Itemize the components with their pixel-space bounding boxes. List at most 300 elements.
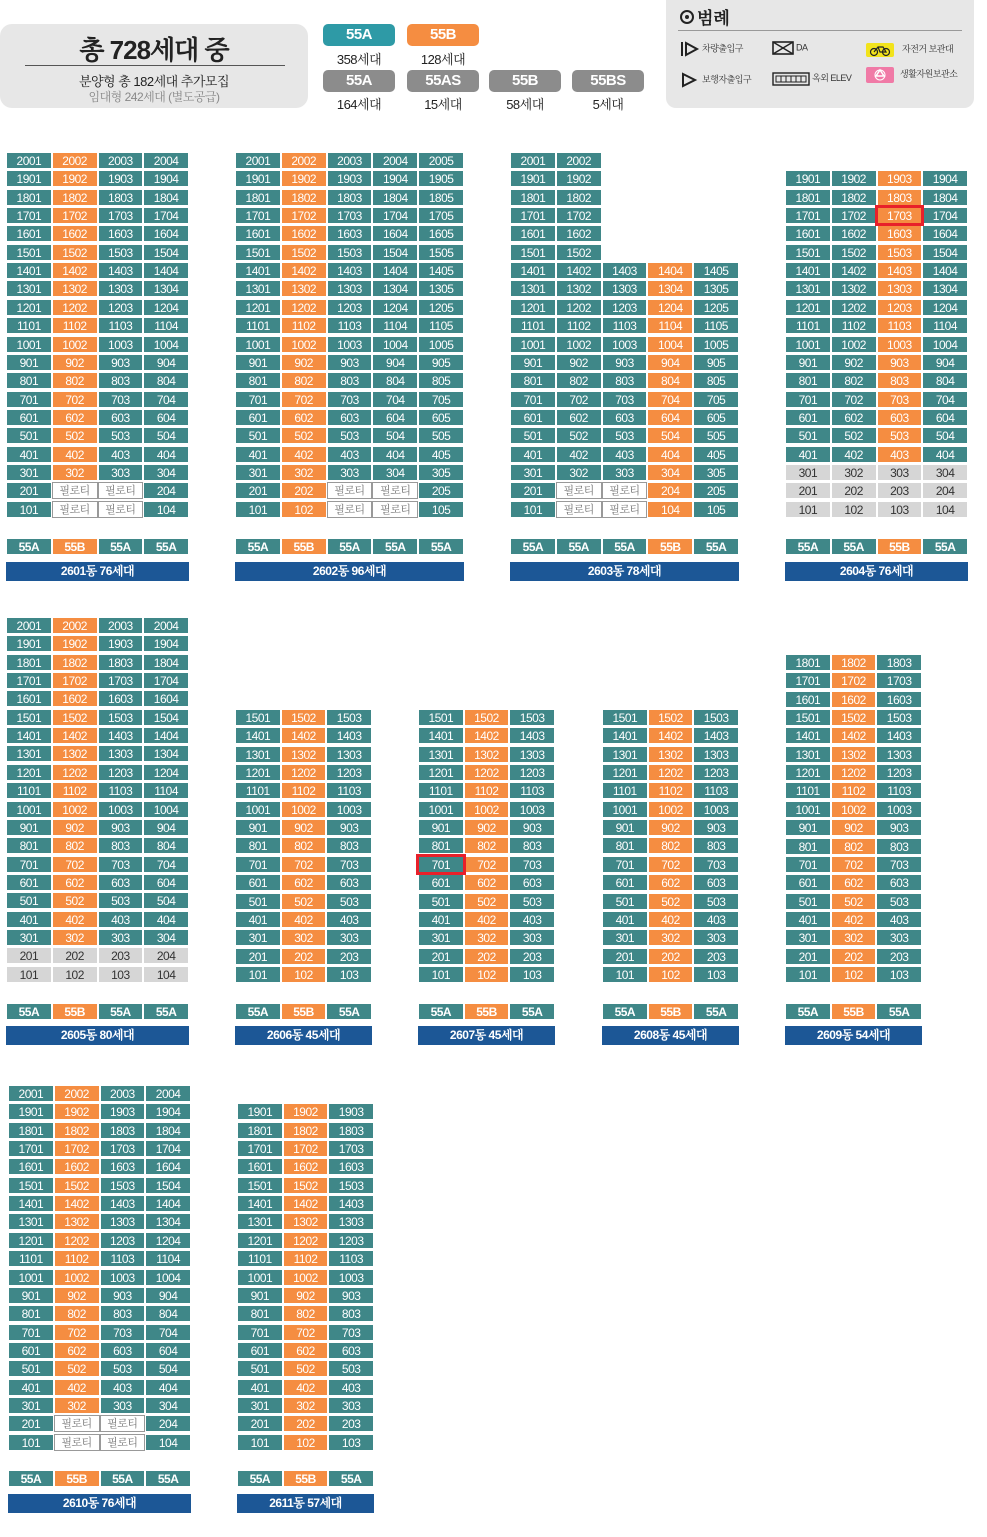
- unit-cell: 1402: [831, 727, 877, 744]
- rental-unit-cell: 104: [143, 966, 189, 983]
- unit-cell: 901: [418, 819, 464, 836]
- rental-unit-cell: 304: [922, 464, 968, 481]
- unit-cell: 502: [556, 427, 602, 444]
- unit-cell: 701: [235, 391, 281, 408]
- unit-cell: 1301: [8, 1213, 54, 1230]
- unit-cell: 1901: [237, 1103, 283, 1120]
- pilotis-cell: 필로티: [98, 501, 144, 518]
- unit-cell: 1302: [831, 746, 877, 763]
- unit-cell: 1102: [283, 1250, 329, 1267]
- unit-cell: 601: [785, 874, 831, 891]
- unit-cell: 1705: [418, 207, 464, 224]
- unit-cell: 2004: [145, 1085, 191, 1102]
- unit-cell: 102: [831, 966, 877, 983]
- unit-cell: 2005: [418, 152, 464, 169]
- unit-cell: 1804: [372, 189, 418, 206]
- unit-cell: 1802: [54, 1122, 100, 1139]
- unit-cell: 103: [326, 966, 372, 983]
- unit-cell: 1803: [877, 189, 923, 206]
- unit-cell: 1401: [237, 1195, 283, 1212]
- unit-cell: 1002: [648, 801, 694, 818]
- unit-cell: 1401: [418, 727, 464, 744]
- unit-cell: 1101: [6, 317, 52, 334]
- unit-cell: 1401: [6, 262, 52, 279]
- unit-cell: 1303: [876, 746, 922, 763]
- unit-cell: 2001: [6, 617, 52, 634]
- unit-cell: 1402: [283, 1195, 329, 1212]
- unit-type-cell: 55A: [418, 1003, 464, 1020]
- chip-55bs-rental: 55BS: [572, 70, 644, 92]
- unit-cell: 703: [693, 856, 739, 873]
- unit-cell: 303: [693, 929, 739, 946]
- unit-cell: 903: [328, 1287, 374, 1304]
- legend-item-da: [772, 41, 808, 55]
- unit-cell: 1003: [876, 801, 922, 818]
- unit-cell: 602: [648, 874, 694, 891]
- building-label: 2609동 54세대: [785, 1026, 922, 1045]
- unit-cell: 902: [464, 819, 510, 836]
- unit-cell: 1702: [831, 207, 877, 224]
- unit-cell: 1304: [647, 280, 693, 297]
- building-label: 2603동 78세대: [510, 562, 739, 581]
- unit-cell: 1102: [464, 782, 510, 799]
- unit-cell: 1802: [283, 1122, 329, 1139]
- unit-cell: 1702: [283, 1140, 329, 1157]
- unit-cell: 1303: [327, 280, 373, 297]
- unit-cell: 705: [693, 391, 739, 408]
- unit-cell: 1503: [509, 709, 555, 726]
- unit-cell: 1604: [922, 225, 968, 242]
- unit-cell: 1904: [143, 170, 189, 187]
- unit-cell: 1403: [328, 1195, 374, 1212]
- unit-cell: 702: [831, 856, 877, 873]
- unit-cell: 1704: [922, 207, 968, 224]
- unit-cell: 1504: [922, 244, 968, 261]
- unit-cell: 402: [52, 446, 98, 463]
- unit-cell: 904: [922, 354, 968, 371]
- unit-cell: 1404: [143, 262, 189, 279]
- pedestrian-entrance-icon: [680, 72, 700, 88]
- rental-unit-cell: 203: [877, 482, 923, 499]
- unit-cell: 701: [237, 1324, 283, 1341]
- unit-cell: 902: [52, 819, 98, 836]
- unit-cell: 802: [54, 1305, 100, 1322]
- unit-cell: 1403: [509, 727, 555, 744]
- unit-cell: 101: [237, 1434, 283, 1451]
- unit-type-cell: 55B: [648, 1003, 694, 1020]
- unit-cell: 403: [327, 446, 373, 463]
- rental-unit-cell: 201: [785, 482, 831, 499]
- unit-cell: 1202: [831, 299, 877, 316]
- unit-type-cell: 55A: [418, 538, 464, 555]
- unit-cell: 901: [235, 819, 281, 836]
- unit-cell: 802: [648, 837, 694, 854]
- unit-cell: 1201: [6, 299, 52, 316]
- unit-cell: 101: [510, 501, 556, 518]
- unit-cell: 1201: [8, 1232, 54, 1249]
- unit-cell: 1303: [98, 745, 144, 762]
- unit-cell: 604: [647, 409, 693, 426]
- unit-type-cell: 55B: [831, 1003, 877, 1020]
- unit-type-cell: 55A: [785, 538, 831, 555]
- unit-type-cell: 55B: [52, 538, 98, 555]
- unit-cell: 1101: [235, 317, 281, 334]
- unit-cell: 801: [418, 837, 464, 854]
- unit-cell: 803: [328, 1305, 374, 1322]
- unit-cell: 402: [281, 911, 327, 928]
- unit-cell: 1701: [6, 207, 52, 224]
- unit-cell: 102: [281, 501, 327, 518]
- unit-cell: 1203: [326, 764, 372, 781]
- unit-cell: 1003: [327, 336, 373, 353]
- unit-cell: 1402: [464, 727, 510, 744]
- unit-cell: 701: [785, 856, 831, 873]
- unit-cell: 901: [237, 1287, 283, 1304]
- unit-cell: 703: [328, 1324, 374, 1341]
- unit-cell: 1601: [6, 225, 52, 242]
- unit-cell: 104: [647, 501, 693, 518]
- unit-cell: 1205: [693, 299, 739, 316]
- unit-cell: 903: [98, 819, 144, 836]
- legend-title: [680, 4, 730, 29]
- unit-cell: 1002: [281, 336, 327, 353]
- unit-cell: 1101: [785, 782, 831, 799]
- unit-cell: 1004: [922, 336, 968, 353]
- unit-type-cell: 55B: [281, 1003, 327, 1020]
- unit-cell: 1203: [98, 299, 144, 316]
- unit-cell: 1004: [145, 1269, 191, 1286]
- unit-cell: 2003: [98, 617, 144, 634]
- unit-cell: 403: [876, 911, 922, 928]
- unit-cell: 701: [6, 391, 52, 408]
- unit-cell: 202: [648, 948, 694, 965]
- unit-cell: 1102: [556, 317, 602, 334]
- unit-cell: 1103: [326, 782, 372, 799]
- unit-type-cell: 55A: [602, 538, 648, 555]
- unit-cell: 1904: [145, 1103, 191, 1120]
- unit-cell: 603: [602, 409, 648, 426]
- rental-unit-cell: 101: [6, 966, 52, 983]
- unit-cell: 1503: [98, 709, 144, 726]
- unit-cell: 1401: [8, 1195, 54, 1212]
- unit-cell: 1703: [100, 1140, 146, 1157]
- unit-cell: 401: [6, 446, 52, 463]
- unit-cell: 1502: [52, 709, 98, 726]
- unit-cell: 703: [326, 856, 372, 873]
- unit-cell: 602: [52, 409, 98, 426]
- unit-cell: 1503: [693, 709, 739, 726]
- unit-cell: 1703: [328, 1140, 374, 1157]
- unit-cell: 1201: [510, 299, 556, 316]
- unit-cell: 201: [8, 1415, 54, 1432]
- unit-cell: 1402: [281, 727, 327, 744]
- unit-cell: 1801: [785, 654, 831, 671]
- unit-cell: 2004: [143, 617, 189, 634]
- unit-cell: 602: [831, 409, 877, 426]
- unit-cell: 704: [372, 391, 418, 408]
- unit-cell: 404: [372, 446, 418, 463]
- unit-type-cell: 55A: [143, 538, 189, 555]
- unit-cell: 1203: [328, 1232, 374, 1249]
- unit-cell: 1901: [6, 170, 52, 187]
- unit-cell: 902: [831, 354, 877, 371]
- unit-cell: 1201: [418, 764, 464, 781]
- unit-cell: 1704: [145, 1140, 191, 1157]
- unit-cell: 1403: [327, 262, 373, 279]
- unit-cell: 604: [372, 409, 418, 426]
- unit-cell: 902: [281, 819, 327, 836]
- unit-cell: 1702: [281, 207, 327, 224]
- unit-cell: 201: [510, 482, 556, 499]
- unit-cell: 803: [98, 837, 144, 854]
- unit-cell: 602: [464, 874, 510, 891]
- rental-unit-cell: 202: [831, 482, 877, 499]
- unit-cell: 1703: [327, 207, 373, 224]
- unit-cell: 501: [785, 427, 831, 444]
- unit-cell: 603: [328, 1342, 374, 1359]
- unit-cell: 1303: [98, 280, 144, 297]
- unit-cell: 902: [281, 354, 327, 371]
- unit-cell: 303: [509, 929, 555, 946]
- unit-cell: 1103: [876, 782, 922, 799]
- unit-cell: 1203: [100, 1232, 146, 1249]
- unit-cell: 702: [283, 1324, 329, 1341]
- unit-cell: 1702: [54, 1140, 100, 1157]
- unit-cell: 301: [6, 929, 52, 946]
- legend-box: [666, 0, 974, 108]
- unit-cell: 302: [464, 929, 510, 946]
- unit-cell: 1001: [510, 336, 556, 353]
- pilotis-cell: 필로티: [98, 482, 144, 499]
- unit-type-cell: 55A: [326, 1003, 372, 1020]
- unit-cell: 1402: [281, 262, 327, 279]
- legend-item-bicycle: [866, 42, 953, 57]
- unit-cell: 102: [281, 966, 327, 983]
- unit-cell: 402: [281, 446, 327, 463]
- unit-cell: 1702: [52, 672, 98, 689]
- rental-unit-cell: 104: [922, 501, 968, 518]
- unit-cell: 1503: [327, 244, 373, 261]
- unit-cell: 1301: [510, 280, 556, 297]
- legend-item-elevator: [772, 71, 851, 86]
- unit-cell: 601: [237, 1342, 283, 1359]
- unit-type-cell: 55B: [281, 538, 327, 555]
- unit-cell: 1502: [648, 709, 694, 726]
- unit-cell: 1502: [54, 1177, 100, 1194]
- unit-cell: 903: [98, 354, 144, 371]
- unit-cell: 302: [556, 464, 602, 481]
- pilotis-cell: 필로티: [100, 1415, 146, 1432]
- unit-cell: 2001: [6, 152, 52, 169]
- unit-cell: 1402: [52, 262, 98, 279]
- unit-cell: 1104: [143, 317, 189, 334]
- unit-cell: 205: [693, 482, 739, 499]
- unit-cell: 503: [98, 427, 144, 444]
- unit-cell: 404: [143, 446, 189, 463]
- unit-cell: 104: [145, 1434, 191, 1451]
- unit-cell: 1504: [145, 1177, 191, 1194]
- unit-cell: 904: [145, 1287, 191, 1304]
- rental-unit-cell: 103: [877, 501, 923, 518]
- unit-cell: 203: [328, 1415, 374, 1432]
- da-icon: [772, 41, 794, 55]
- unit-cell: 1001: [418, 801, 464, 818]
- unit-cell: 1401: [235, 262, 281, 279]
- unit-cell: 501: [510, 427, 556, 444]
- unit-cell: 902: [54, 1287, 100, 1304]
- unit-cell: 801: [6, 837, 52, 854]
- unit-type-cell: 55A: [237, 1470, 283, 1487]
- chip-55a-rental: 55A: [323, 70, 395, 92]
- pilotis-cell: 필로티: [556, 501, 602, 518]
- unit-cell: 1103: [327, 317, 373, 334]
- unit-cell: 1803: [98, 654, 144, 671]
- unit-cell: 1801: [237, 1122, 283, 1139]
- unit-cell: 801: [510, 372, 556, 389]
- unit-cell: 2001: [235, 152, 281, 169]
- unit-cell: 302: [648, 929, 694, 946]
- unit-cell: 304: [145, 1397, 191, 1414]
- unit-cell: 501: [418, 893, 464, 910]
- unit-cell: 802: [52, 837, 98, 854]
- unit-cell: 1404: [372, 262, 418, 279]
- unit-cell: 1004: [372, 336, 418, 353]
- unit-cell: 201: [237, 1415, 283, 1432]
- pilotis-cell: 필로티: [327, 501, 373, 518]
- unit-cell: 804: [922, 372, 968, 389]
- unit-cell: 903: [876, 819, 922, 836]
- unit-cell: 502: [54, 1360, 100, 1377]
- unit-cell: 603: [327, 409, 373, 426]
- chip-55b-rental: 55B: [489, 70, 561, 92]
- unit-cell: 1502: [556, 244, 602, 261]
- unit-cell: 903: [693, 819, 739, 836]
- unit-cell: 601: [8, 1342, 54, 1359]
- unit-cell: 1201: [6, 764, 52, 781]
- unit-cell: 605: [693, 409, 739, 426]
- summary-box: [0, 24, 308, 108]
- unit-cell: 801: [785, 838, 831, 855]
- unit-cell: 303: [98, 929, 144, 946]
- unit-cell: 1601: [785, 225, 831, 242]
- unit-cell: 403: [509, 911, 555, 928]
- unit-type-cell: 55B: [647, 538, 693, 555]
- unit-cell: 301: [6, 464, 52, 481]
- unit-cell: 603: [326, 874, 372, 891]
- unit-cell: 1603: [328, 1158, 374, 1175]
- unit-cell: 1601: [8, 1158, 54, 1175]
- unit-cell: 301: [418, 929, 464, 946]
- unit-cell: 1604: [143, 690, 189, 707]
- unit-cell: 1002: [464, 801, 510, 818]
- unit-cell: 1302: [556, 280, 602, 297]
- unit-cell: 602: [52, 874, 98, 891]
- chip-55b-sale-count: 128세대: [420, 52, 466, 67]
- unit-cell: 401: [785, 446, 831, 463]
- unit-cell: 401: [510, 446, 556, 463]
- unit-cell: 1902: [52, 635, 98, 652]
- building-label: 2601동 76세대: [6, 562, 189, 581]
- unit-cell: 1301: [785, 746, 831, 763]
- unit-cell: 1104: [145, 1250, 191, 1267]
- building-label: 2610동 76세대: [8, 1494, 191, 1513]
- unit-cell: 1305: [693, 280, 739, 297]
- unit-cell: 602: [831, 874, 877, 891]
- unit-cell: 805: [418, 372, 464, 389]
- unit-cell: 504: [143, 427, 189, 444]
- unit-cell: 1002: [52, 801, 98, 818]
- unit-cell: 903: [326, 819, 372, 836]
- unit-cell: 103: [693, 966, 739, 983]
- unit-type-cell: 55A: [785, 1003, 831, 1020]
- unit-cell: 301: [785, 929, 831, 946]
- unit-cell: 1802: [831, 654, 877, 671]
- unit-cell: 1004: [143, 801, 189, 818]
- unit-cell: 1404: [145, 1195, 191, 1212]
- pilotis-cell: 필로티: [52, 501, 98, 518]
- unit-cell: 2002: [52, 617, 98, 634]
- unit-cell: 1903: [100, 1103, 146, 1120]
- unit-cell: 1204: [145, 1232, 191, 1249]
- unit-cell: 905: [693, 354, 739, 371]
- bicycle-icon: [866, 43, 894, 57]
- unit-cell: 203: [326, 948, 372, 965]
- unit-cell: 1601: [510, 225, 556, 242]
- unit-cell: 1302: [648, 746, 694, 763]
- unit-cell: 1602: [556, 225, 602, 242]
- unit-cell: 1301: [235, 746, 281, 763]
- unit-cell: 1204: [647, 299, 693, 316]
- unit-cell: 1704: [372, 207, 418, 224]
- unit-cell: 101: [602, 966, 648, 983]
- unit-cell: 803: [602, 372, 648, 389]
- unit-cell: 502: [52, 427, 98, 444]
- unit-cell: 1901: [785, 170, 831, 187]
- unit-cell: 1702: [831, 672, 877, 689]
- unit-cell: 404: [922, 446, 968, 463]
- unit-cell: 1103: [509, 782, 555, 799]
- building-label: 2604동 76세대: [785, 562, 968, 581]
- rental-unit-cell: 103: [98, 966, 144, 983]
- unit-cell: 302: [281, 464, 327, 481]
- unit-cell: 703: [509, 856, 555, 873]
- unit-cell: 303: [326, 929, 372, 946]
- unit-cell: 301: [235, 929, 281, 946]
- unit-cell: 502: [283, 1360, 329, 1377]
- unit-cell: 1402: [556, 262, 602, 279]
- unit-cell: 801: [235, 837, 281, 854]
- pilotis-cell: 필로티: [556, 482, 602, 499]
- unit-cell: 1004: [143, 336, 189, 353]
- elevator-icon: [772, 72, 810, 86]
- unit-cell: 901: [602, 819, 648, 836]
- unit-cell: 1501: [235, 709, 281, 726]
- unit-cell: 1303: [602, 280, 648, 297]
- building-label: 2607동 45세대: [418, 1026, 555, 1045]
- unit-cell: 1501: [510, 244, 556, 261]
- unit-cell: 1902: [54, 1103, 100, 1120]
- unit-cell: 701: [785, 391, 831, 408]
- unit-cell: 2002: [54, 1085, 100, 1102]
- unit-cell: 1503: [876, 709, 922, 726]
- unit-cell: 702: [52, 391, 98, 408]
- unit-cell: 102: [283, 1434, 329, 1451]
- unit-cell: 1602: [283, 1158, 329, 1175]
- unit-cell: 1503: [326, 709, 372, 726]
- unit-cell: 1203: [327, 299, 373, 316]
- unit-cell: 1602: [54, 1158, 100, 1175]
- unit-cell: 902: [831, 819, 877, 836]
